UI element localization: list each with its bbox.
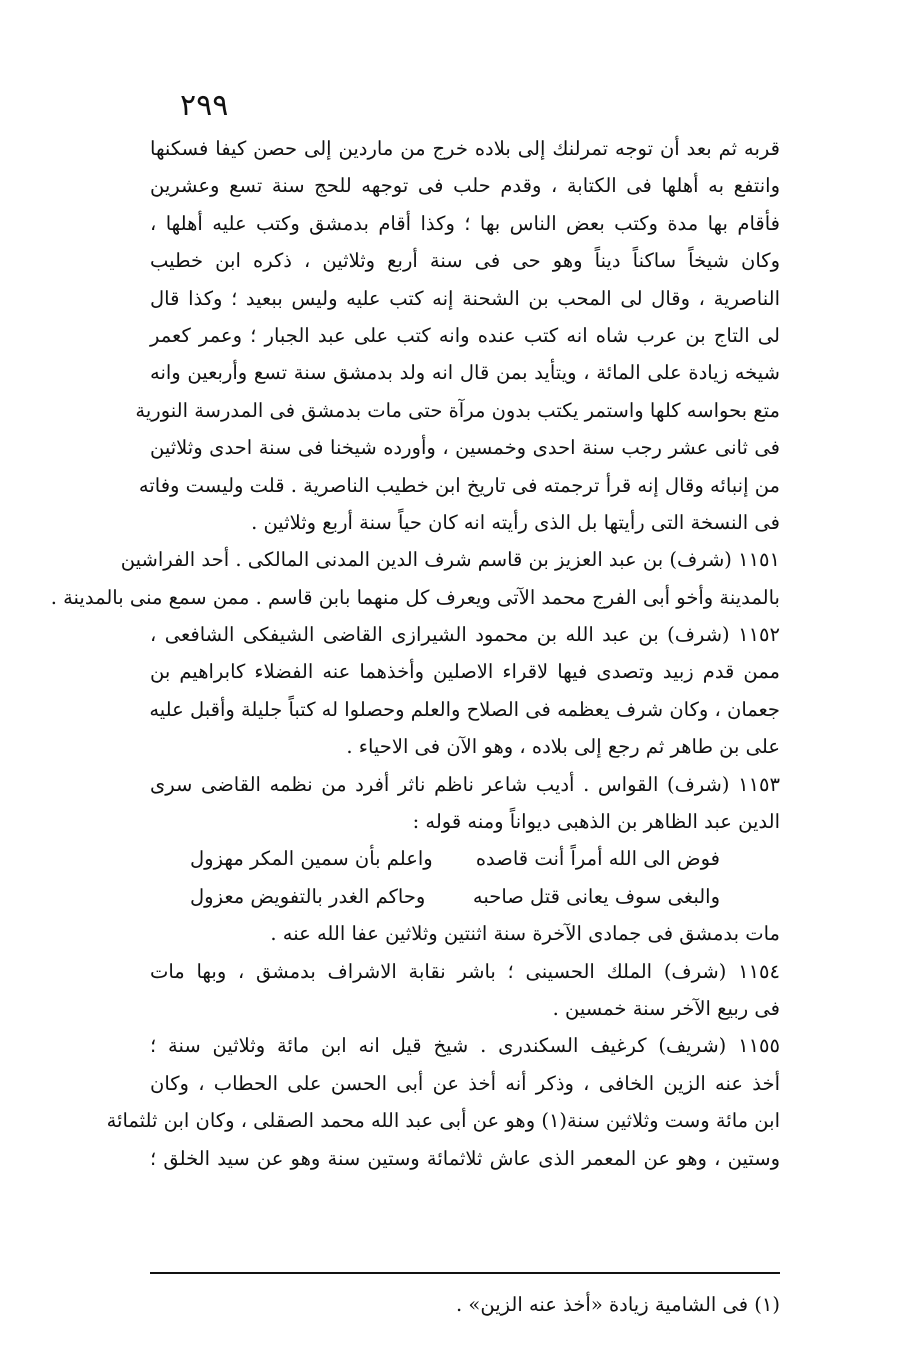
text-line: فأقام بها مدة وكتب بعض الناس بها ؛ وكذا أقام بدمشق وكتب عليه أهلها ، bbox=[150, 211, 780, 235]
text-line: قربه ثم بعد أن توجه تمرلنك إلى بلاده خرج من ماردين إلى حصن كيفا فسكنها bbox=[150, 137, 780, 160]
text-line: فى ثانى عشر رجب سنة احدى وخمسين ، وأورده شيخنا فى سنة احدى وثلاثين bbox=[150, 436, 780, 460]
entry-1152-line: ١١٥٢ (شرف) بن عبد الله بن محمود الشيرازى القاضى الشيفكى الشافعى ، bbox=[150, 623, 780, 647]
verse-first-hemistich: فوض الى الله أمراً أنت قاصده bbox=[475, 847, 720, 871]
text-line: مات بدمشق فى جمادى الآخرة سنة اثنتين وثلاثين عفا الله عنه . bbox=[270, 922, 780, 946]
text-line: الدين عبد الظاهر بن الذهبى ديواناً ومنه قوله : bbox=[412, 810, 780, 834]
text-line: وستين ، وهو عن المعمر الذى عاش ثلاثمائة وستين سنة وهو عن سيد الخلق ؛ bbox=[150, 1146, 780, 1170]
text-line: ممن قدم زبيد وتصدى فيها لاقراء الاصلين وأخذهما عنه الفضلاء كابراهيم بن bbox=[150, 660, 780, 684]
text-line: فى النسخة التى رأيتها بل الذى رأيته انه كان حياً سنة أربع وثلاثين . bbox=[251, 510, 780, 534]
entry-1155-line: ١١٥٥ (شريف) كرغيف السكندرى . شيخ قيل انه ابن مائة وثلاثين سنة ؛ bbox=[150, 1034, 780, 1058]
verse-first-hemistich: والبغى سوف يعانى قتل صاحبه bbox=[472, 884, 720, 908]
text-line: وكان شيخاً ساكناً ديناً وهو حى فى سنة أربع وثلاثين ، ذكره ابن خطيب bbox=[150, 249, 780, 273]
entry-1154-line: ١١٥٤ (شرف) الملك الحسينى ؛ باشر نقابة الاشراف بدمشق ، وبها مات bbox=[150, 959, 780, 983]
verse-second-hemistich: واعلم بأن سمين المكر مهزول bbox=[190, 847, 433, 871]
text-line: من إنبائه وقال إنه قرأ ترجمته فى تاريخ ابن خطيب الناصرية . قلت وليست وفاته bbox=[138, 473, 780, 497]
verse-line bbox=[150, 840, 780, 877]
text-line: الناصرية ، وقال لى المحب بن الشحنة إنه كتب عليه وليس ببعيد ؛ وكذا قال bbox=[150, 286, 780, 310]
footnote: (١) فى الشامية زيادة «أخذ عنه الزين» . bbox=[456, 1293, 780, 1316]
entry-1153-line: ١١٥٣ (شرف) القواس . أديب شاعر ناظم ناثر أفرد من نظمه القاضى سرى bbox=[150, 772, 780, 796]
text-line: جعمان ، وكان شرف يعظمه فى الصلاح والعلم وحصلوا له كتباً جليلة وأقبل عليه bbox=[149, 697, 780, 721]
text-line: شيخه زيادة على المائة ، ويتأيد بمن قال انه ولد بدمشق سنة تسع وأربعين وانه bbox=[150, 361, 780, 385]
text-line: لى التاج بن عرب شاه انه كتب عنده وانه كتب على عبد الجبار ؛ وعمر كعمر bbox=[150, 323, 780, 347]
text-line: على بن طاهر ثم رجع إلى بلاده ، وهو الآن فى الاحياء . bbox=[346, 735, 780, 759]
footnote-divider bbox=[150, 1272, 780, 1274]
text-line: أخذ عنه الزين الخافى ، وذكر أنه أخذ عن أبى الحسن على الحطاب ، وكان bbox=[150, 1071, 780, 1095]
verse-line bbox=[150, 878, 780, 915]
verse-second-hemistich: وحاكم الغدر بالتفويض معزول bbox=[190, 884, 426, 908]
main-text bbox=[50, 130, 780, 1177]
text-line: متع بحواسه كلها واستمر يكتب بدون مرآة حتى مات بدمشق فى المدرسة النورية bbox=[135, 398, 780, 422]
text-line: فى ربيع الآخر سنة خمسين . bbox=[552, 996, 780, 1020]
text-line: وانتفع به أهلها فى الكتابة ، وقدم حلب فى توجهه للحج سنة تسع وعشرين bbox=[150, 174, 780, 198]
page-number: ٢٩٩ bbox=[180, 88, 229, 123]
entry-1151-line: ١١٥١ (شرف) بن عبد العزيز بن قاسم شرف الدين المدنى المالكى . أحد الفراشين bbox=[120, 548, 780, 572]
text-line: بالمدينة وأخو أبى الفرج محمد الآتى ويعرف كل منهما بابن قاسم . ممن سمع منى بالمدينة . bbox=[50, 585, 780, 609]
text-line: ابن مائة وست وثلاثين سنة(١) وهو عن أبى عبد الله محمد الصقلى ، وكان ابن ثلثمائة bbox=[106, 1109, 780, 1133]
